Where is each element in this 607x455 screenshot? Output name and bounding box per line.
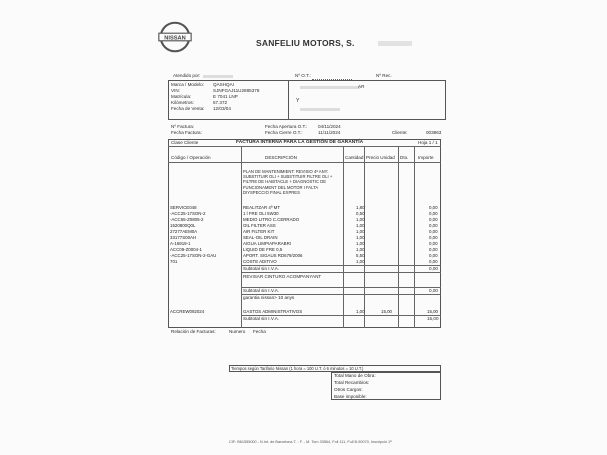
- invoice-number-label: Nº Factura:: [171, 124, 195, 129]
- brand-model-value: QASHQAI: [213, 82, 234, 87]
- rec-number-label: Nº Rec.: [376, 73, 392, 78]
- row-amount: 0,00: [429, 211, 438, 216]
- relation-number-label: Numero: [229, 329, 246, 334]
- col-qty-header: Cantidad: [345, 155, 364, 160]
- invoice-relation-label: Relación de Facturas:: [171, 329, 216, 334]
- redacted-name: [203, 75, 233, 78]
- row-qty: 1,00: [356, 229, 365, 234]
- row-amount: 15,00: [427, 309, 438, 314]
- legal-footer: CIF: B61555000 - N.Int. de Barcelona T. - F. - M. Tom 33564, Foli 111, Full B-90070, Inscripció 1ª: [229, 440, 392, 444]
- subtotal-value: 0,00: [429, 288, 438, 293]
- row-code: ACC09-Z0004-1: [170, 247, 202, 252]
- col-discount-header: Dto.: [400, 155, 409, 160]
- row-price: 15,00: [381, 309, 392, 314]
- taxable-base-label: Base imponible:: [334, 394, 367, 399]
- row-description: REALITZAR 4ª MT: [243, 205, 280, 210]
- client-number: 003863: [426, 130, 442, 135]
- col-description-header: DESCRIPCIÓN: [265, 155, 297, 160]
- row-amount: 0,00: [429, 205, 438, 210]
- row-qty: 1,00: [356, 309, 365, 314]
- row-amount: 0,00: [429, 253, 438, 258]
- row-description: GASTOS ADMINISTRATIVOS: [243, 309, 303, 314]
- nissan-logo-icon: [156, 18, 194, 56]
- km-value: 57.372: [213, 100, 228, 105]
- brand-model-label: Marca / Modelo:: [171, 82, 204, 87]
- ot-number-label: Nº O.T.:: [295, 73, 311, 78]
- table-title: FACTURA INTERNA PARA LA GESTIÓN DE GARANTÍA: [236, 140, 364, 145]
- row-code: -ACC65-Z0805-2: [170, 217, 204, 222]
- vin-label: VIN:: [171, 88, 180, 93]
- client-class-label: Clase Cliente: [171, 140, 199, 145]
- row-code: 1520800Q0L: [170, 223, 196, 228]
- revisar-line: REVISAR CINTURO ACOMPANYANT: [243, 274, 322, 279]
- row-amount: 0,00: [429, 241, 438, 246]
- row-description: OIL FILTER ASS: [243, 223, 276, 228]
- time-note: Tiempos según Tarifario Nissan (1 hora = 100 U.T. ó 6 minutos = 10 U.T.): [231, 365, 364, 371]
- sale-date-value: 12/03/04: [213, 106, 231, 111]
- sale-date-label: Fecha de Venta:: [171, 106, 205, 111]
- row-description: COSTE ADITIVO: [243, 259, 277, 264]
- km-label: Kilómetros:: [171, 100, 194, 105]
- subtotal-label: Subtotal sin I.V.A.: [243, 288, 280, 293]
- row-code: A-16919-1: [170, 241, 191, 246]
- row-amount: 0,00: [429, 229, 438, 234]
- subtotal-label: Subtotal sin I.V.A.: [243, 316, 280, 321]
- close-date-label: Fecha Cierre O.T.:: [265, 130, 303, 135]
- row-code: ACCREW092024: [170, 309, 205, 314]
- items-table: [168, 139, 441, 328]
- other-charges-label: Otros Cargos:: [334, 387, 363, 392]
- row-amount: 0,00: [429, 223, 438, 228]
- row-qty: 1,00: [356, 259, 365, 264]
- close-date-value: 11/11/2024: [318, 130, 341, 135]
- row-description: SEAL-OIL DRAIN: [243, 235, 278, 240]
- row-description: LIQUID DE FRE 0,5: [243, 247, 283, 252]
- col-code-header: Código / Operación: [171, 155, 211, 160]
- row-description: 1 l FRE OLI 5W30: [243, 211, 279, 216]
- row-qty: 1,00: [356, 223, 365, 228]
- row-amount: 0,00: [429, 247, 438, 252]
- row-code: -ACC25-17SON-2: [170, 211, 206, 216]
- subtotal-value: 15,00: [427, 316, 439, 321]
- row-qty: 0,50: [356, 211, 365, 216]
- row-description: AIR FILTER KIT: [243, 229, 275, 234]
- subtotal-value: 0,00: [429, 266, 438, 271]
- company-name: SANFELIU MOTORS, S.: [256, 38, 355, 48]
- row-description: APORT. SIGAUS RD679/2006: [243, 253, 303, 258]
- redacted-mark: [378, 41, 412, 46]
- row-code: 27277AEM0A: [170, 229, 198, 234]
- row-qty: 1,00: [356, 235, 365, 240]
- row-qty: 1,80: [356, 205, 365, 210]
- open-date-label: Fecha Apertura O.T.:: [265, 124, 308, 129]
- warranty-line: garantia nissan> 10 anys: [243, 295, 295, 300]
- client-label: Cliente:: [392, 130, 408, 135]
- client-fragment-2: Y: [296, 98, 300, 104]
- row-code: 33177S00AH: [170, 235, 197, 240]
- row-amount: 0,00: [429, 235, 438, 240]
- row-qty: 1,00: [356, 241, 365, 246]
- row-description: AIGUA LIMPIAPARABRI: [243, 241, 291, 246]
- invoice-date-label: Fecha Factura:: [171, 130, 202, 135]
- labor-total-label: Total Mano de Obra:: [334, 373, 376, 378]
- row-qty: 5,50: [356, 253, 365, 258]
- parts-total-label: Total Recambios:: [334, 380, 370, 385]
- open-date-value: 04/11/2024: [318, 124, 341, 129]
- client-fragment: AR: [358, 84, 365, 89]
- logo-wordmark: NISSAN: [164, 35, 186, 42]
- row-amount: 0,00: [429, 217, 438, 222]
- row-code: SERVICE048: [170, 205, 197, 210]
- col-price-header: Precio Unidad: [366, 155, 395, 160]
- maintenance-description: PLAN DE MANTENIMIENT: REVISIO 4ª ANY: SUBSTITUIR OLI + SUBSTITUIR FILTRE OLI + FILTRE DE HABITACLE + DIAGNOSTIC DE FUNCIONAMENT DEL MOTOR I FALTA DIYSPECCIO FINAL EXPRES: [243, 169, 333, 195]
- row-qty: 1,00: [356, 217, 365, 222]
- atendido-label: Atendido por:: [173, 73, 201, 78]
- page-indicator: Hoja 1 / 1: [418, 140, 438, 145]
- row-amount: 0,00: [429, 259, 438, 264]
- plate-value: E 7041 LNP: [213, 94, 238, 99]
- row-code: -ACC25-17SON-2-GAU: [170, 253, 217, 258]
- row-description: MEDIO LITRO C.CERRADO: [243, 217, 300, 222]
- subtotal-label: Subtotal sin I.V.A.: [243, 266, 280, 271]
- plate-label: Matrícula:: [171, 94, 192, 99]
- col-amount-header: Importe: [418, 155, 434, 160]
- row-code: 701: [170, 259, 178, 264]
- row-qty: 1,00: [356, 247, 365, 252]
- relation-date-label: Fecha: [253, 329, 266, 334]
- vin-value: SJNFGAJ11U2885378: [213, 88, 260, 93]
